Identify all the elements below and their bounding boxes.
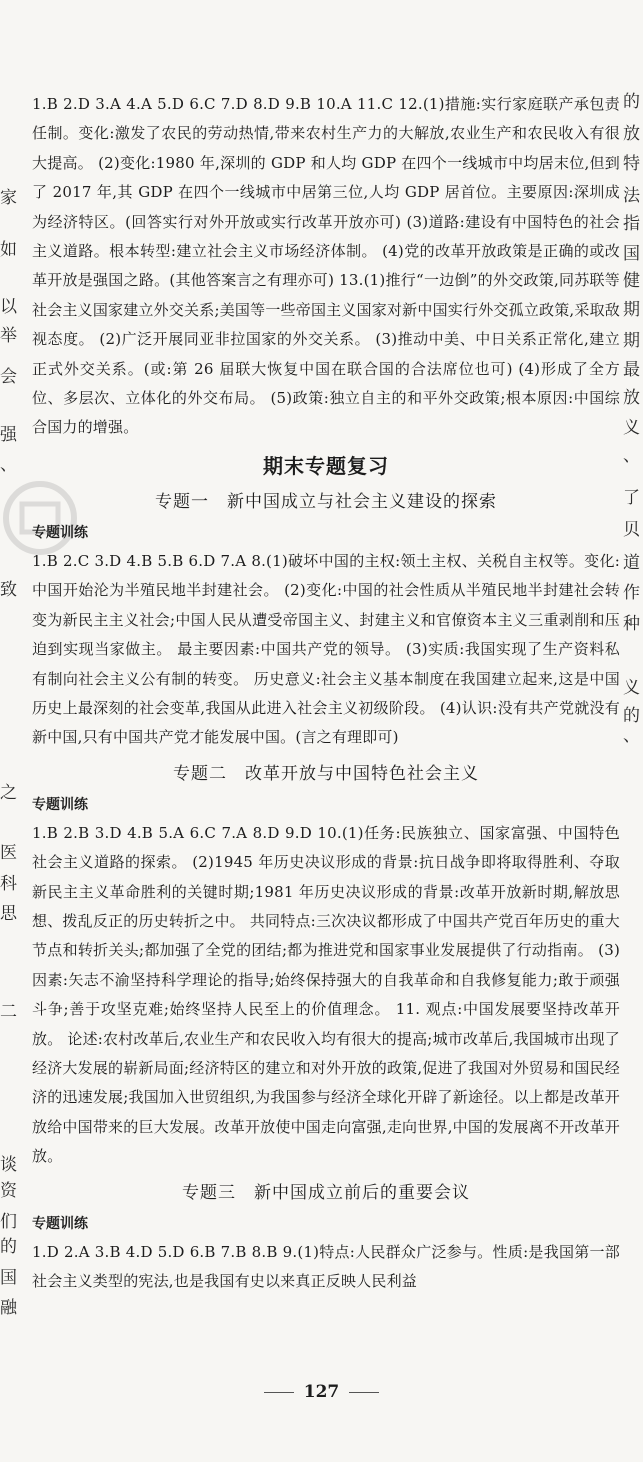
footer-dash-right bbox=[349, 1392, 379, 1393]
topic-title: 专题三 新中国成立前后的重要会议 bbox=[182, 1182, 470, 1203]
page-number: 127 bbox=[303, 1382, 340, 1402]
right-margin-char: 指 bbox=[623, 214, 640, 234]
right-margin-char: 国 bbox=[623, 244, 640, 264]
left-margin-char: 医 bbox=[0, 843, 17, 863]
left-margin-char: 强 bbox=[0, 425, 17, 445]
left-margin-char: 国 bbox=[0, 1268, 17, 1288]
left-margin-char: 会 bbox=[0, 367, 17, 387]
right-margin-char: 期 bbox=[623, 331, 640, 351]
right-margin-char: 、 bbox=[623, 446, 640, 466]
footer-dash-left bbox=[264, 1392, 294, 1393]
right-margin-char: 特 bbox=[623, 154, 640, 174]
page-number-footer bbox=[0, 1382, 643, 1402]
right-margin-char: 最 bbox=[623, 360, 640, 380]
right-margin-char: 期 bbox=[623, 300, 640, 320]
left-margin-char: 谈 bbox=[0, 1155, 17, 1175]
topic-answers: 1.B 2.C 3.D 4.B 5.B 6.D 7.A 8.(1)破坏中国的主权:领土主权、关税自主权等。变化:中国开始沦为半殖民地半封建社会。 (2)变化:中国的社会性质从半殖民地半封建社会转变为新民主主义社会;中国人民从遭受帝国主义、封建主义和官僚资本主义三重剥削和压迫到实现当家做主。 最主要因素:中国共产党的领导。 (3)实质:我国实现了生产资料私有制向社会主义公有制的转变。 历史意义:社会主义基本制度在我国建立起来,这是中国历史上最深刻的社会变革,我国从此进入社会主义初级阶段。 (4)认识:没有共产党就没有新中国,只有中国共产党才能发展中国。(言之有理即可) bbox=[32, 551, 620, 747]
right-margin-char: 义 bbox=[623, 678, 640, 698]
right-margin-char: 贝 bbox=[623, 520, 640, 540]
topic-section-3 bbox=[32, 1178, 620, 1297]
right-margin-char: 法 bbox=[623, 186, 640, 206]
topic-answers: 1.B 2.B 3.D 4.B 5.A 6.C 7.A 8.D 9.D 10.(1)任务:民族独立、国家富强、中国特色社会主义道路的探索。 (2)1945 年历史决议形成的背景:抗日战争即将取得胜利、夺取新民主主义革命胜利的关键时期;1981 年历史决议形成的背景:改革开放新时期,解放思想、拨乱反正的历史转折之中。 共同特点:三次决议都形成了中国共产党百年历史的重大节点和转折关头;都加强了全党的团结;都为推进党和国家事业发展提供了行动指南。 (3)因素:矢志不渝坚持科学理论的指导;始终保持强大的自我革命和自我修复能力;敢于顽强斗争;善于攻坚克难;始终坚持人民至上的价值理念。 11. 观点:中国发展要坚持改革开放。 论述:农村改革后,农业生产和农民收入均有很大的提高;城市改革后,我国城市出现了经济大发展的崭新局面;经济特区的建立和对外开放的政策,促进了我国对外贸易和国民经济的迅速发展;我国加入世贸组织,为我国参与经济全球化开辟了新途径。以上都是改革开放给中国带来的巨大发展。改革开放使中国走向富强,走向世界,中国的发展离不开改革开放。 bbox=[32, 823, 620, 1166]
topic-title: 专题一 新中国成立与社会主义建设的探索 bbox=[155, 491, 497, 512]
left-margin-char: 之 bbox=[0, 783, 17, 803]
left-margin-char: 资 bbox=[0, 1181, 17, 1201]
left-margin-char: 们 bbox=[0, 1212, 17, 1232]
left-margin-char: 如 bbox=[0, 240, 17, 260]
left-margin-char: 思 bbox=[0, 904, 17, 924]
left-margin-char: 以 bbox=[0, 297, 17, 317]
left-margin-char: 的 bbox=[0, 1237, 17, 1257]
right-margin-char: 放 bbox=[623, 388, 640, 408]
intro-answers: 1.B 2.D 3.A 4.A 5.D 6.C 7.D 8.D 9.B 10.A 11.C 12.(1)措施:实行家庭联产承包责任制。变化:激发了农民的劳动热情,带来农村生产力的大解放,农业生产和农民收入有很大提高。 (2)变化:1980 年,深圳的 GDP 和人均 GDP 在四个一线城市中均居末位,但到了 2017 年,其 GDP 在四个一线城市中居第三位,人均 GDP 居首位。主要原因:深圳成为经济特区。(回答实行对外开放或实行改革开放亦可) (3)道路:建设有中国特色的社会主义道路。根本转型:建立社会主义市场经济体制。 (4)党的改革开放政策是正确的或改革开放是强国之路。(其他答案言之有理亦可) 13.(1)推行“一边倒”的外交政策,同苏联等社会主义国家建立外交关系;美国等一些帝国主义国家对新中国实行外交孤立政策,采取敌视态度。 (2)广泛开展同亚非拉国家的外交关系。 (3)推动中美、中日关系正常化,建立正式外交关系。(或:第 26 届联大恢复中国在联合国的合法席位也可) (4)形成了全方位、多层次、立体化的外交布局。 (5)政策:独立自主的和平外交政策;根本原因:中国综合国力的增强。 bbox=[32, 95, 620, 437]
right-margin-char: 的 bbox=[623, 92, 640, 112]
left-margin-char: 融 bbox=[0, 1298, 17, 1318]
topic-section-2 bbox=[32, 759, 620, 1172]
right-margin-char: 放 bbox=[623, 124, 640, 144]
left-margin-bleed bbox=[0, 0, 30, 1462]
topic-title: 专题二 改革开放与中国特色社会主义 bbox=[173, 763, 479, 784]
right-margin-char: 道 bbox=[623, 553, 640, 573]
training-label: 专题训练 bbox=[32, 1215, 88, 1232]
left-margin-char: 二 bbox=[0, 1002, 17, 1022]
left-margin-char: 致 bbox=[0, 580, 17, 600]
left-margin-char: 、 bbox=[0, 455, 17, 475]
right-margin-char: 、 bbox=[623, 726, 640, 746]
right-margin-char: 了 bbox=[623, 488, 640, 508]
topic-section-1 bbox=[32, 487, 620, 753]
left-margin-char: 举 bbox=[0, 326, 17, 346]
right-margin-bleed bbox=[621, 0, 643, 1462]
right-margin-char: 种 bbox=[623, 614, 640, 634]
answer-content bbox=[32, 90, 620, 1296]
right-margin-char: 义 bbox=[623, 418, 640, 438]
training-label: 专题训练 bbox=[32, 524, 88, 541]
left-margin-char: 科 bbox=[0, 874, 17, 894]
page-title: 期末专题复习 bbox=[263, 453, 389, 478]
right-margin-char: 的 bbox=[623, 706, 640, 726]
right-margin-char: 作 bbox=[623, 583, 640, 603]
right-margin-char: 健 bbox=[623, 271, 640, 291]
topic-answers: 1.D 2.A 3.B 4.D 5.D 6.B 7.B 8.B 9.(1)特点:人民群众广泛参与。性质:是我国第一部社会主义类型的宪法,也是我国有史以来真正反映人民利益 bbox=[32, 1242, 620, 1290]
training-label: 专题训练 bbox=[32, 796, 88, 813]
left-margin-char: 家 bbox=[0, 188, 17, 208]
